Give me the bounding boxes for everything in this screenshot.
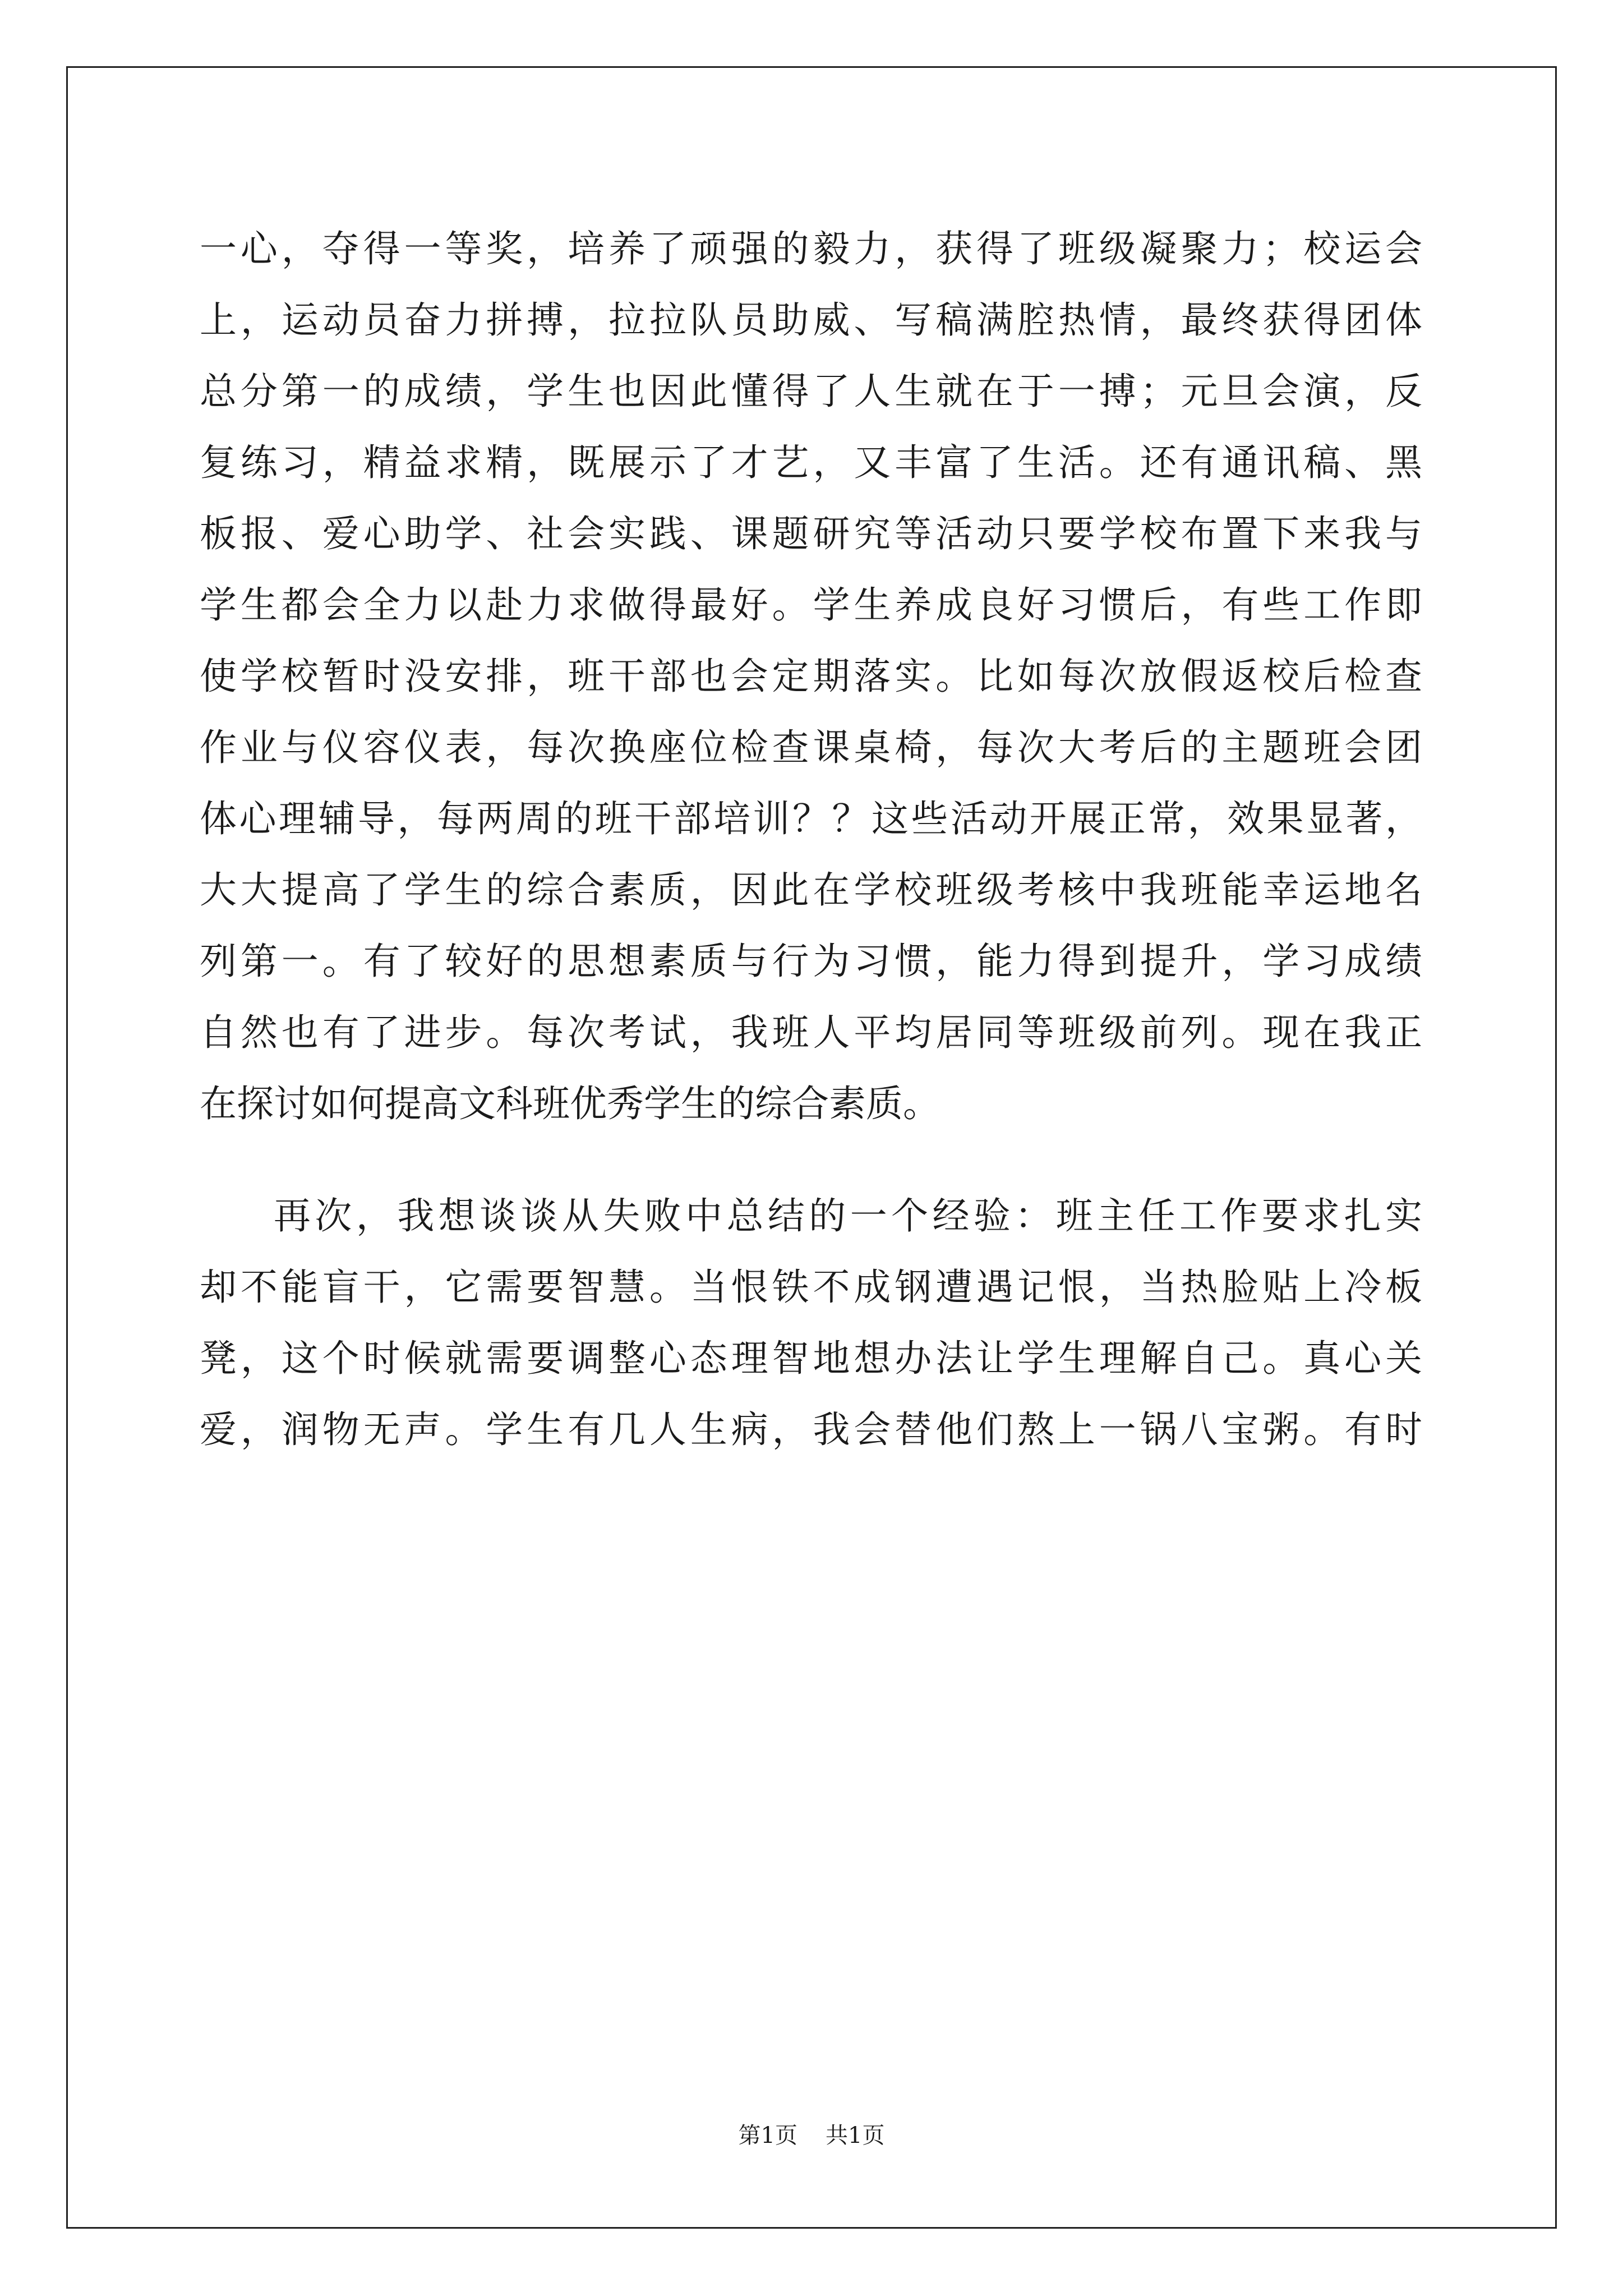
text-line: 总分第一的成绩，学生也因此懂得了人生就在于一搏；元旦会演，反 bbox=[200, 370, 1422, 413]
text-line: 复练习，精益求精，既展示了才艺，又丰富了生活。还有通讯稿、黑 bbox=[200, 441, 1422, 484]
text-line: 学生都会全力以赴力求做得最好。学生养成良好习惯后，有些工作即 bbox=[200, 583, 1422, 627]
page-total: 共1页 bbox=[826, 2123, 885, 2148]
text-line: 自然也有了进步。每次考试，我班人平均居同等班级前列。现在我正 bbox=[200, 1011, 1422, 1054]
text-line: 大大提高了学生的综合素质，因此在学校班级考核中我班能幸运地名 bbox=[200, 868, 1422, 912]
text-line: 使学校暂时没安排，班干部也会定期落实。比如每次放假返校后检查 bbox=[200, 655, 1422, 698]
page-footer bbox=[0, 2118, 1623, 2150]
text-line: 一心，夺得一等奖，培养了顽强的毅力，获得了班级凝聚力；校运会 bbox=[200, 227, 1422, 270]
text-line: 体心理辅导，每两周的班干部培训？？这些活动开展正常，效果显著， bbox=[200, 797, 1422, 840]
text-line: 再次，我想谈谈从失败中总结的一个经验：班主任工作要求扎实 bbox=[274, 1194, 1422, 1237]
text-line: 在探讨如何提高文科班优秀学生的综合素质。 bbox=[200, 1082, 940, 1125]
paragraph-gap bbox=[200, 1139, 1422, 1180]
document-body bbox=[200, 213, 1422, 1465]
text-line: 列第一。有了较好的思想素质与行为习惯，能力得到提升，学习成绩 bbox=[200, 940, 1422, 983]
text-line: 爱，润物无声。学生有几人生病，我会替他们熬上一锅八宝粥。有时 bbox=[200, 1408, 1422, 1451]
text-line: 却不能盲干，它需要智慧。当恨铁不成钢遭遇记恨，当热脸贴上冷板 bbox=[200, 1266, 1422, 1309]
page-number: 第1页 bbox=[738, 2123, 797, 2148]
text-line: 上，运动员奋力拼搏，拉拉队员助威、写稿满腔热情，最终获得团体 bbox=[200, 298, 1422, 342]
text-line: 凳，这个时候就需要调整心态理智地想办法让学生理解自己。真心关 bbox=[200, 1337, 1422, 1380]
text-line: 板报、爱心助学、社会实践、课题研究等活动只要学校布置下来我与 bbox=[200, 512, 1422, 555]
text-line: 作业与仪容仪表，每次换座位检查课桌椅，每次大考后的主题班会团 bbox=[200, 726, 1422, 769]
